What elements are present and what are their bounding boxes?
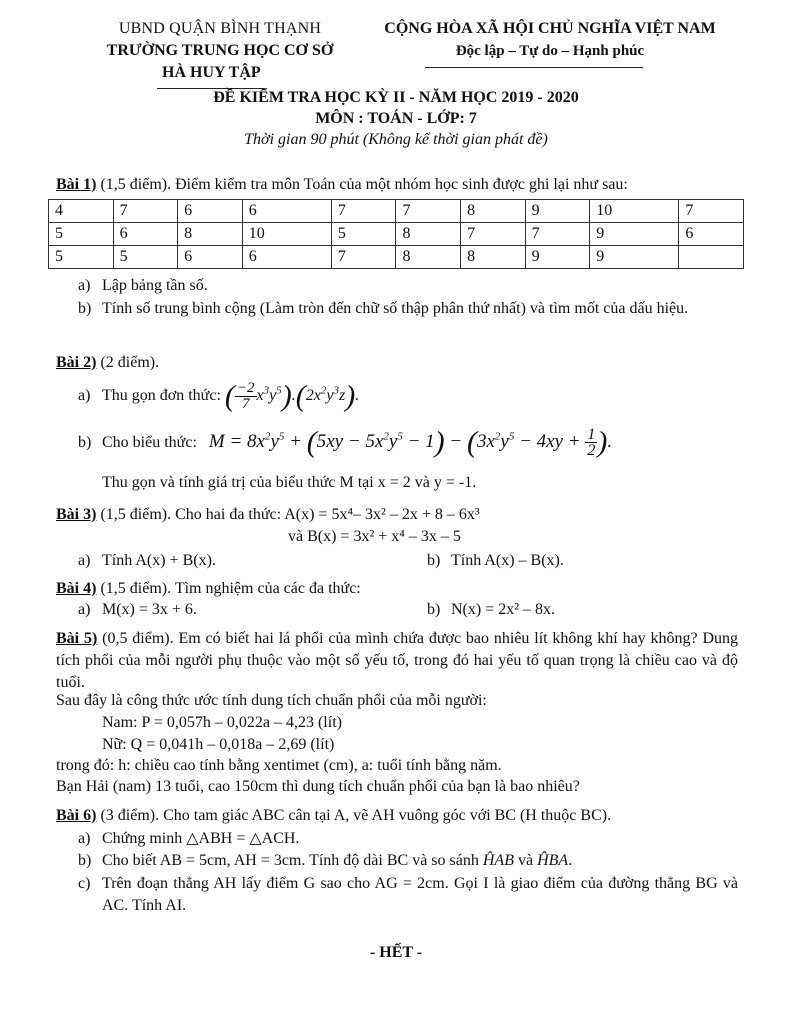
table-cell: 5 — [49, 246, 114, 269]
bai5-formula-male: Nam: P = 0,057h – 0,022a – 4,23 (lít) — [102, 714, 342, 731]
bai6-a: a) Chứng minh △ABH = △ACH. — [78, 830, 300, 847]
bai5-text: (0,5 điểm). Em có biết hai lá phổi của mình chứa được bao nhiêu lít không khí hay không? Dung tích phổi của mỗi người phụ thuộc vào một số yếu tố, trong đó hai yếu tố quan trọng là chiều cao và độ tuổi. — [56, 630, 739, 691]
bai4-a-text: M(x) = 3x + 6. — [102, 601, 197, 618]
table-cell: 7 — [396, 200, 461, 223]
bai6-a-text: Chứng minh △ABH = △ACH. — [102, 830, 300, 847]
national-header — [360, 18, 740, 62]
table-cell: 7 — [679, 200, 744, 223]
table-cell: 6 — [242, 246, 331, 269]
exam-subject: MÔN : TOÁN - LỚP: 7 — [315, 110, 477, 127]
table-row — [49, 246, 744, 269]
table-cell: 9 — [590, 223, 679, 246]
bai2-b: b) Cho biểu thức: $M = 8x^2y^5 + (5xy - 5x^2y^5 - 1) - (3x^2y^5 - 4xy$ + $\frac{1}{2}$ ). — [78, 425, 613, 460]
table-cell: 5 — [331, 223, 396, 246]
table-cell: 8 — [461, 200, 526, 223]
bai4-b: b) N(x) = 2x² – 8x. — [427, 601, 556, 618]
table-cell: 10 — [590, 200, 679, 223]
bai2-b-expression: $M = 8x^2y^5 + (5xy - 5x^2y^5 - 1) - (3x^2y^5 - 4xy$ + $\frac{1}{2}$ ). — [208, 425, 613, 460]
angle-hab: ĤAB — [482, 852, 514, 869]
bai3-text: (1,5 điểm). Cho hai đa thức: A(x) = 5x⁴– 3x² – 2x + 8 – 6x³ — [96, 506, 480, 523]
end-mark: - HẾT - — [369, 944, 423, 961]
table-cell: 7 — [113, 200, 178, 223]
school-name-line1: TRƯỜNG TRUNG HỌC CƠ SỞ — [106, 42, 334, 59]
bai6-c: c) Trên đoạn thẳng AH lấy điểm G sao cho AG = 2cm. Gọi I là giao điểm của đường thẳng BG và AC. Tính AI. — [78, 875, 738, 914]
bai1-a-text: Lập bảng tần số. — [102, 277, 208, 294]
national-motto: Độc lập – Tự do – Hạnh phúc — [455, 43, 645, 59]
bai6-b: b) Cho biết AB = 5cm, AH = 3cm. Tính độ dài BC và so sánh ĤAB và ĤBA. — [78, 852, 573, 869]
table-cell: 6 — [242, 200, 331, 223]
table-cell: 9 — [590, 246, 679, 269]
bai2-b-text: Cho biểu thức: — [102, 434, 197, 451]
bai3-a: a) Tính A(x) + B(x). — [78, 552, 216, 569]
table-cell: 7 — [461, 223, 526, 246]
bai1-b-text: Tính số trung bình cộng (Làm tròn đến chữ số thập phân thứ nhất) và tìm mốt của dấu hiệu. — [102, 300, 689, 317]
table-cell: 6 — [113, 223, 178, 246]
table-cell: 8 — [178, 223, 243, 246]
bai1-heading — [56, 174, 738, 196]
bai6-heading — [56, 805, 738, 827]
table-cell: 6 — [178, 200, 243, 223]
table-cell: 7 — [331, 200, 396, 223]
table-cell: 4 — [49, 200, 114, 223]
table-cell: 7 — [331, 246, 396, 269]
bai5-formula-female: Nữ: Q = 0,041h – 0,018a – 2,69 (lít) — [102, 736, 335, 753]
bai4-b-text: N(x) = 2x² – 8x. — [451, 601, 556, 618]
table-cell: 8 — [396, 223, 461, 246]
bai2-a-text: Thu gọn đơn thức: — [102, 387, 221, 404]
exam-duration: Thời gian 90 phút (Không kể thời gian phát đề) — [244, 131, 548, 148]
bai4-heading — [56, 578, 738, 600]
bai3-a-text: Tính A(x) + B(x). — [102, 552, 216, 569]
bai2-c — [56, 472, 738, 494]
bai5-variables: trong đó: h: chiều cao tính bằng xentimet (cm), a: tuổi tính bằng năm. — [56, 757, 502, 774]
bai3-bx — [56, 526, 738, 548]
table-cell: 5 — [113, 246, 178, 269]
table-cell: 6 — [178, 246, 243, 269]
bai3-bx-text: và B(x) = 3x² + x⁴ – 3x – 5 — [288, 528, 461, 545]
school-name-line2: HÀ HUY TẬP — [162, 64, 261, 81]
bai3-b-text: Tính A(x) – B(x). — [451, 552, 564, 569]
table-cell: 9 — [525, 246, 590, 269]
table-cell: 5 — [49, 223, 114, 246]
exam-title: ĐỀ KIỂM TRA HỌC KỲ II - NĂM HỌC 2019 - 2020 — [213, 89, 579, 106]
bai2-c-text: Thu gọn và tính giá trị của biểu thức M tại x = 2 và y = -1. — [102, 474, 477, 491]
table-cell: 10 — [242, 223, 331, 246]
bai3-heading — [56, 504, 738, 526]
table-cell: 8 — [396, 246, 461, 269]
bai3-b: b) Tính A(x) – B(x). — [427, 552, 564, 569]
bai2-a-expression: ( $\frac{-2}{7}$ $x^3y^5).(2x^2y^3z)$. — [224, 379, 360, 413]
bai6-b-text: Cho biết AB = 5cm, AH = 3cm. Tính độ dài BC và so sánh — [102, 852, 483, 869]
table-cell: 8 — [461, 246, 526, 269]
bai2-label: Bài 2) — [56, 354, 97, 371]
table-cell: 7 — [525, 223, 590, 246]
motto-underline — [425, 67, 643, 68]
bai3-label: Bài 3) — [56, 506, 97, 523]
bai2-text: (2 điểm). — [96, 354, 160, 371]
table-cell: 6 — [679, 223, 744, 246]
bai2-a: a) Thu gọn đơn thức: ( $\frac{-2}{7}$ $x^3y^5).(2x^2y^3z)$. — [78, 379, 360, 413]
bai1-label: Bài 1) — [56, 176, 97, 193]
bai6-text: (3 điểm). Cho tam giác ABC cân tại A, vẽ AH vuông góc với BC (H thuộc BC). — [96, 807, 612, 824]
district-name: UBND QUẬN BÌNH THẠNH — [118, 20, 322, 37]
school-header — [70, 18, 370, 84]
table-cell — [679, 246, 744, 269]
bai5-question: Bạn Hải (nam) 13 tuổi, cao 150cm thì dung tích chuẩn phổi của bạn là bao nhiêu? — [56, 778, 580, 795]
bai4-a: a) M(x) = 3x + 6. — [78, 601, 197, 618]
bai5-intro: Sau đây là công thức ước tính dung tích chuẩn phổi của mỗi người: — [56, 692, 487, 709]
bai1-text: (1,5 điểm). Điểm kiểm tra môn Toán của một nhóm học sinh được ghi lại như sau: — [96, 176, 628, 193]
score-table — [48, 199, 744, 269]
country-name: CỘNG HÒA XÃ HỘI CHỦ NGHĨA VIỆT NAM — [384, 20, 716, 37]
bai1-b: b) Tính số trung bình cộng (Làm tròn đến chữ số thập phân thứ nhất) và tìm mốt của dấu hiệu. — [78, 300, 689, 317]
bai1-a: a) Lập bảng tần số. — [78, 277, 208, 294]
bai4-text: (1,5 điểm). Tìm nghiệm của các đa thức: — [96, 580, 361, 597]
table-row — [49, 223, 744, 246]
bai6-label: Bài 6) — [56, 807, 97, 824]
bai2-heading — [56, 352, 738, 374]
bai5-label: Bài 5) — [56, 630, 98, 647]
bai6-c-text: Trên đoạn thẳng AH lấy điểm G sao cho AG = 2cm. Gọi I là giao điểm của đường thẳng BG và AC. Tính AI. — [102, 875, 738, 914]
table-row — [49, 200, 744, 223]
bai5-heading — [56, 628, 738, 694]
angle-hba: ĤBA — [537, 852, 569, 869]
bai4-label: Bài 4) — [56, 580, 97, 597]
table-cell: 9 — [525, 200, 590, 223]
